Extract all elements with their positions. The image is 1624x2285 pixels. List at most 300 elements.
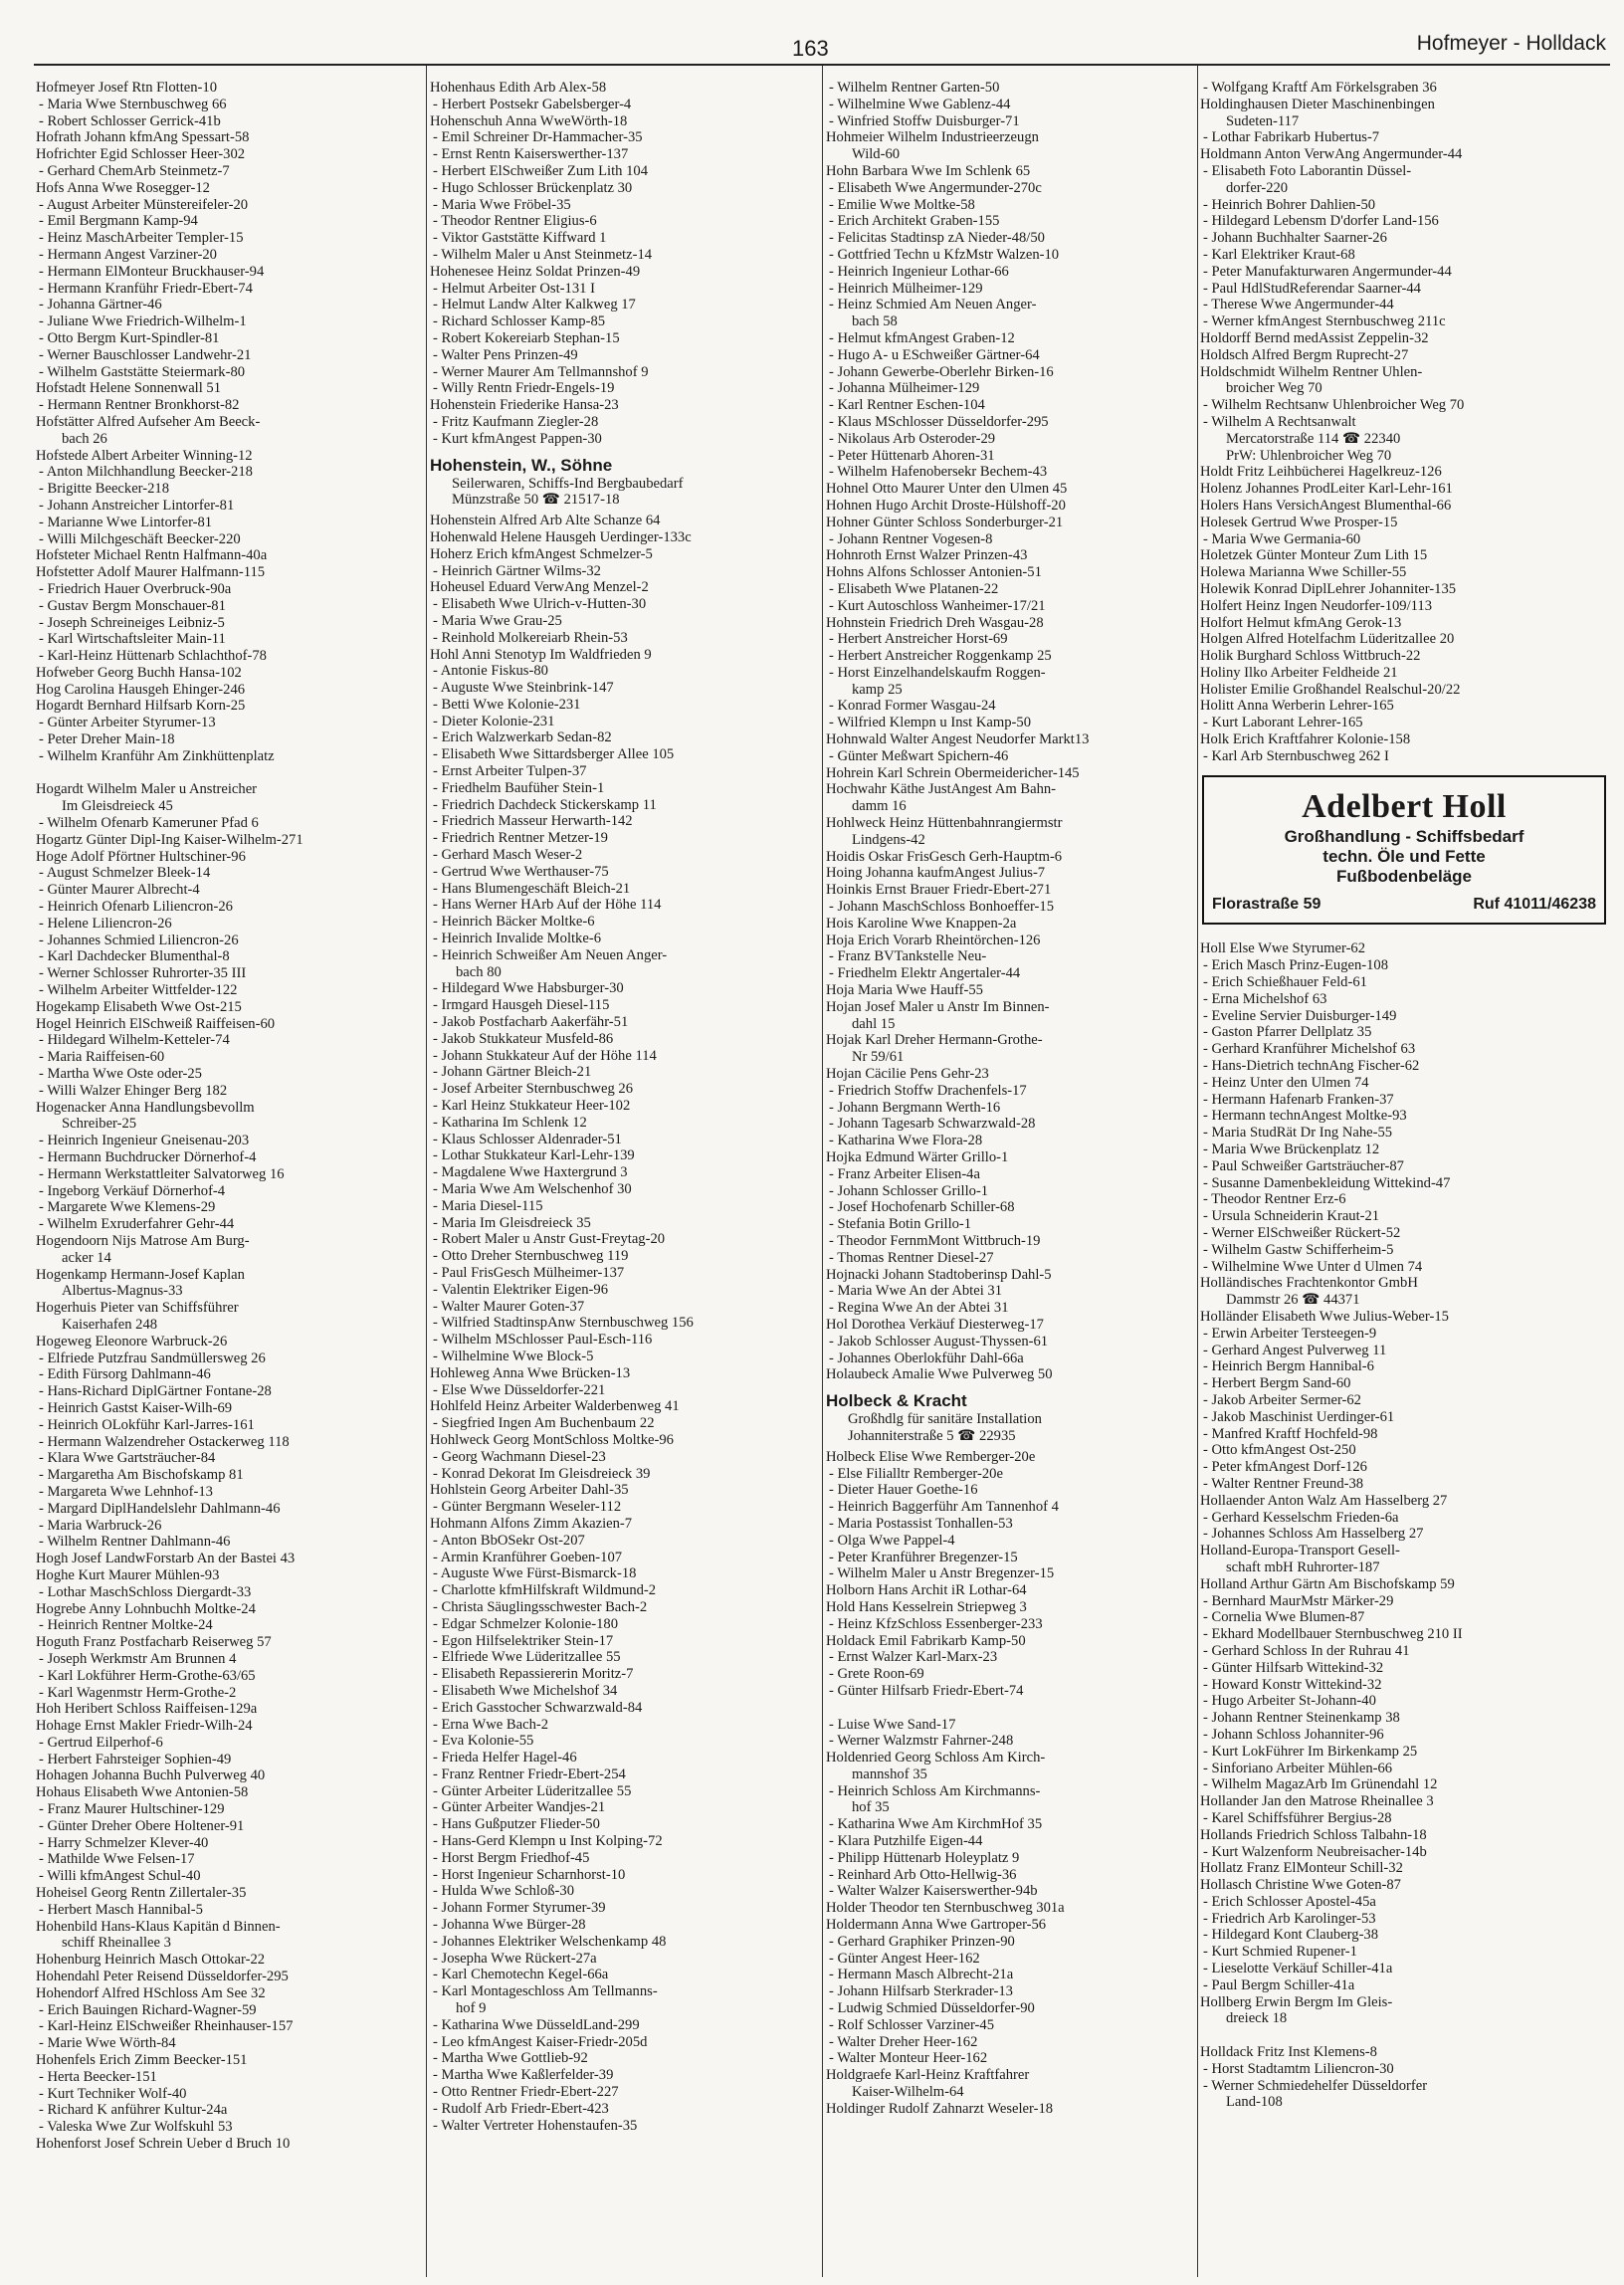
directory-sub-entry: - Hermann Rentner Bronkhorst-82 bbox=[39, 397, 240, 414]
directory-sub-entry: - Leo kfmAngest Kaiser-Friedr-205d bbox=[433, 2033, 648, 2050]
directory-entry-continuation: Kaiserhafen 248 bbox=[62, 1316, 158, 1333]
directory-sub-entry: - Gaston Pfarrer Dellplatz 35 bbox=[1203, 1024, 1372, 1041]
directory-entry-continuation: dorfer-220 bbox=[1226, 179, 1289, 196]
directory-entry: Holder Theodor ten Sternbuschweg 301a bbox=[826, 1900, 1065, 1917]
directory-entry: Hofstede Albert Arbeiter Winning-12 bbox=[36, 447, 253, 464]
directory-sub-entry: - Johann Buchhalter Saarner-26 bbox=[1203, 230, 1387, 247]
directory-sub-entry: - Walter Monteur Heer-162 bbox=[829, 2050, 988, 2067]
directory-sub-entry: - Maria Wwe Am Welschenhof 30 bbox=[433, 1181, 632, 1197]
directory-sub-entry: - Herbert Anstreicher Horst-69 bbox=[829, 631, 1008, 648]
directory-sub-entry: - Willy Rentn Friedr-Engels-19 bbox=[433, 380, 615, 397]
directory-sub-entry: - Emil Schreiner Dr-Hammacher-35 bbox=[433, 129, 643, 146]
directory-entry: Hollands Friedrich Schloss Talbahn-18 bbox=[1200, 1826, 1427, 1843]
directory-sub-entry: - Magdalene Wwe Haxtergrund 3 bbox=[433, 1164, 628, 1181]
directory-entry: Hohleweg Anna Wwe Brücken-13 bbox=[430, 1364, 631, 1381]
directory-sub-entry: - Susanne Damenbekleidung Wittekind-47 bbox=[1203, 1174, 1451, 1191]
directory-sub-entry: - Gerhard Schloss In der Ruhrau 41 bbox=[1203, 1642, 1410, 1659]
column-divider bbox=[822, 66, 823, 2277]
directory-entry-continuation: bach 26 bbox=[62, 430, 107, 447]
directory-entry: Hohenforst Josef Schrein Ueber d Bruch 10 bbox=[36, 2136, 291, 2153]
directory-sub-entry: - Ernst Walzer Karl-Marx-23 bbox=[829, 1649, 998, 1666]
directory-sub-entry: - Kurt kfmAngest Pappen-30 bbox=[433, 430, 602, 447]
directory-sub-entry: - Maria Warbruck-26 bbox=[39, 1517, 162, 1534]
ad-footer bbox=[1212, 897, 1596, 914]
directory-entry: Hohenwald Helene Hausgeh Uerdinger-133c bbox=[430, 528, 692, 545]
directory-sub-entry: - Heinrich Bohrer Dahlien-50 bbox=[1203, 196, 1376, 213]
directory-sub-entry: - Peter kfmAngest Dorf-126 bbox=[1203, 1459, 1367, 1476]
directory-sub-entry: - Emilie Wwe Moltke-58 bbox=[829, 196, 975, 213]
directory-entry: Hogardt Wilhelm Maler u Anstreicher bbox=[36, 781, 258, 798]
directory-sub-entry: - Peter Kranführer Bregenzer-15 bbox=[829, 1549, 1018, 1565]
directory-sub-entry: - Jakob Postfacharb Aakerfähr-51 bbox=[433, 1014, 629, 1031]
column-divider bbox=[1197, 66, 1198, 2277]
directory-sub-entry: - Valeska Wwe Zur Wolfskuhl 53 bbox=[39, 2119, 233, 2136]
directory-entry: Hogel Heinrich ElSchweiß Raiffeisen-60 bbox=[36, 1015, 276, 1032]
directory-sub-entry: - Wilhelm Maler u Anstr Bregenzer-15 bbox=[829, 1565, 1055, 1582]
directory-sub-entry: - Maria Wwe Fröbel-35 bbox=[433, 196, 571, 213]
directory-entry-continuation: Mercatorstraße 114 ☎ 22340 bbox=[1226, 430, 1401, 447]
directory-sub-entry: - Wilhelm A Rechtsanwalt bbox=[1203, 413, 1356, 430]
directory-entry: Hohmann Alfons Zimm Akazien-7 bbox=[430, 1515, 633, 1532]
directory-entry-continuation: mannshof 35 bbox=[852, 1766, 927, 1782]
directory-sub-entry: - Günter Hilfsarb Friedr-Ebert-74 bbox=[829, 1682, 1024, 1699]
ad-company-name: Adelbert Holl bbox=[1302, 787, 1507, 825]
directory-sub-entry: - Karl Elektriker Kraut-68 bbox=[1203, 246, 1355, 263]
directory-sub-entry: - Felicitas Stadtinsp zA Nieder-48/50 bbox=[829, 230, 1045, 247]
directory-sub-entry: - Hermann Werkstattleiter Salvatorweg 16 bbox=[39, 1165, 285, 1182]
directory-sub-entry: - Maria Wwe Germania-60 bbox=[1203, 530, 1361, 547]
directory-sub-entry: - Manfred Kraftf Hochfeld-98 bbox=[1203, 1425, 1378, 1442]
directory-entry: Hojnacki Johann Stadtoberinsp Dahl-5 bbox=[826, 1266, 1052, 1283]
directory-entry: Hohlfeld Heinz Arbeiter Walderbenweg 41 bbox=[430, 1398, 680, 1415]
directory-entry: Hogartz Günter Dipl-Ing Kaiser-Wilhelm-271 bbox=[36, 831, 304, 848]
directory-sub-entry: - Wilhelmine Wwe Block-5 bbox=[433, 1348, 594, 1364]
directory-sub-entry: - Erich Walzwerkarb Sedan-82 bbox=[433, 729, 612, 746]
directory-entry-continuation: hof 9 bbox=[456, 2000, 487, 2017]
directory-sub-entry: - Christa Säuglingsschwester Bach-2 bbox=[433, 1598, 648, 1615]
directory-sub-entry: - Friedhelm Elektr Angertaler-44 bbox=[829, 965, 1021, 982]
column-divider bbox=[426, 66, 427, 2277]
directory-sub-entry: - Wilhelm Maler u Anst Steinmetz-14 bbox=[433, 246, 653, 263]
directory-sub-entry: - Friedrich Arb Karolinger-53 bbox=[1203, 1910, 1376, 1927]
directory-sub-entry: - Anton Milchhandlung Beecker-218 bbox=[39, 464, 253, 481]
directory-sub-entry: - Katharina Im Schlenk 12 bbox=[433, 1114, 587, 1131]
directory-entry: Hog Carolina Hausgeh Ehinger-246 bbox=[36, 681, 246, 698]
directory-sub-entry: - Helmut Landw Alter Kalkweg 17 bbox=[433, 297, 636, 313]
directory-sub-entry: - Hermann Buchdrucker Dörnerhof-4 bbox=[39, 1149, 257, 1165]
directory-sub-entry: - Klaus Schlosser Aldenrader-51 bbox=[433, 1131, 622, 1147]
directory-sub-entry: - Erna Wwe Bach-2 bbox=[433, 1716, 549, 1733]
directory-sub-entry: - Ekhard Modellbauer Sternbuschweg 210 II bbox=[1203, 1626, 1463, 1643]
directory-sub-entry: - Auguste Wwe Steinbrink-147 bbox=[433, 680, 614, 697]
directory-entry: Hoguth Franz Postfacharb Reiserweg 57 bbox=[36, 1634, 272, 1651]
directory-entry: Hohenstein Friederike Hansa-23 bbox=[430, 397, 619, 414]
directory-entry: Hohenstein Alfred Arb Alte Schanze 64 bbox=[430, 513, 661, 529]
directory-sub-entry: - Horst Ingenieur Scharnhorst-10 bbox=[433, 1866, 626, 1883]
directory-entry: Hohenschuh Anna WweWörth-18 bbox=[430, 112, 628, 129]
directory-entry: Hoheusel Eduard VerwAng Menzel-2 bbox=[430, 579, 649, 596]
directory-entry: Hohnstein Friedrich Dreh Wasgau-28 bbox=[826, 614, 1044, 631]
directory-sub-entry: - Gerhard Kesselschm Frieden-6a bbox=[1203, 1509, 1399, 1526]
directory-sub-entry: - Hildegard Lebensm D'dorfer Land-156 bbox=[1203, 213, 1439, 230]
directory-sub-entry: - Peter Hüttenarb Ahoren-31 bbox=[829, 447, 995, 464]
page-range-heading: Hofmeyer - Holldack bbox=[1416, 32, 1606, 55]
directory-sub-entry: - Konrad Former Wasgau-24 bbox=[829, 698, 996, 715]
directory-sub-entry: - Maria Im Gleisdreieck 35 bbox=[433, 1214, 591, 1231]
directory-sub-entry: - Therese Wwe Angermunder-44 bbox=[1203, 297, 1394, 313]
directory-entry: Hojan Josef Maler u Anstr Im Binnen- bbox=[826, 998, 1050, 1015]
directory-entry: Hojan Cäcilie Pens Gehr-23 bbox=[826, 1066, 989, 1083]
firm-detail-line: Johanniterstraße 5 ☎ 22935 bbox=[848, 1427, 1016, 1444]
directory-entry: Hohage Ernst Makler Friedr-Wilh-24 bbox=[36, 1718, 253, 1735]
directory-sub-entry: - Helmut Arbeiter Ost-131 I bbox=[433, 280, 595, 297]
directory-entry: Hohnen Hugo Archit Droste-Hülshoff-20 bbox=[826, 497, 1066, 514]
directory-entry-continuation: Lindgens-42 bbox=[852, 831, 925, 848]
directory-sub-entry: - Winfried Stoffw Duisburger-71 bbox=[829, 112, 1020, 129]
directory-sub-entry: - Heinrich Gärtner Wilms-32 bbox=[433, 562, 601, 579]
directory-entry: Hohnroth Ernst Walzer Prinzen-43 bbox=[826, 547, 1028, 564]
directory-sub-entry: - Heinrich Mülheimer-129 bbox=[829, 280, 983, 297]
directory-entry-continuation: hof 35 bbox=[852, 1799, 890, 1816]
directory-sub-entry: - Karl Heinz Stukkateur Heer-102 bbox=[433, 1098, 631, 1115]
directory-sub-entry: - Werner Walzmstr Fahrner-248 bbox=[829, 1733, 1014, 1750]
directory-sub-entry: - Hermann Kranführ Friedr-Ebert-74 bbox=[39, 280, 253, 297]
directory-entry: Hoja Maria Wwe Hauff-55 bbox=[826, 982, 983, 999]
directory-sub-entry: - Else Wwe Düsseldorfer-221 bbox=[433, 1381, 606, 1398]
directory-sub-entry: - Johann Rentner Vogesen-8 bbox=[829, 530, 993, 547]
directory-sub-entry: - Hans-Gerd Klempn u Inst Kolping-72 bbox=[433, 1833, 663, 1850]
directory-sub-entry: - Betti Wwe Kolonie-231 bbox=[433, 696, 581, 713]
directory-entry: Holborn Hans Archit iR Lothar-64 bbox=[826, 1582, 1027, 1599]
directory-sub-entry: - Erich Schießhauer Feld-61 bbox=[1203, 974, 1367, 991]
directory-sub-entry: - Günter Arbeiter Styrumer-13 bbox=[39, 715, 216, 731]
directory-entry: Holdack Emil Fabrikarb Kamp-50 bbox=[826, 1632, 1026, 1649]
directory-sub-entry: - Lieselotte Verkäuf Schiller-41a bbox=[1203, 1961, 1393, 1977]
directory-sub-entry: - Karel Schiffsführer Bergius-28 bbox=[1203, 1809, 1392, 1826]
directory-sub-entry: - Horst Einzelhandelskaufm Roggen- bbox=[829, 664, 1046, 681]
directory-entry: Hofstätter Alfred Aufseher Am Beeck- bbox=[36, 413, 261, 430]
directory-sub-entry: - Heinrich Baggerführ Am Tannenhof 4 bbox=[829, 1499, 1059, 1516]
directory-sub-entry: - Armin Kranführer Goeben-107 bbox=[433, 1549, 623, 1565]
directory-sub-entry: - Wilhelm Gastw Schifferheim-5 bbox=[1203, 1241, 1394, 1258]
directory-sub-entry: - Hermann technAngest Moltke-93 bbox=[1203, 1108, 1407, 1125]
directory-sub-entry: - Karl-Heinz Hüttenarb Schlachthof-78 bbox=[39, 648, 267, 665]
directory-sub-entry: - Joseph Schreineiges Leibniz-5 bbox=[39, 614, 225, 631]
directory-entry: Holländer Elisabeth Wwe Julius-Weber-15 bbox=[1200, 1309, 1449, 1325]
directory-entry: Hollatz Franz ElMonteur Schill-32 bbox=[1200, 1860, 1403, 1877]
directory-sub-entry: - Cornelia Wwe Blumen-87 bbox=[1203, 1609, 1365, 1626]
directory-entry-continuation: dreieck 18 bbox=[1226, 2010, 1288, 2027]
directory-sub-entry: - Herbert Postsekr Gabelsberger-4 bbox=[433, 96, 632, 112]
directory-sub-entry: - Reinhold Molkereiarb Rhein-53 bbox=[433, 629, 628, 646]
directory-entry: Hofsteter Michael Rentn Halfmann-40a bbox=[36, 547, 268, 564]
directory-entry: Hollasch Christine Wwe Goten-87 bbox=[1200, 1877, 1401, 1894]
directory-sub-entry: - Ludwig Schmied Düsseldorfer-90 bbox=[829, 2000, 1035, 2017]
directory-sub-entry: - Dieter Kolonie-231 bbox=[433, 713, 555, 729]
directory-sub-entry: - Heinrich Schloss Am Kirchmanns- bbox=[829, 1782, 1041, 1799]
directory-sub-entry: - Heinrich OLokführ Karl-Jarres-161 bbox=[39, 1416, 255, 1433]
directory-sub-entry: - Erich Bauingen Richard-Wagner-59 bbox=[39, 2001, 257, 2018]
directory-entry: Hofs Anna Wwe Rosegger-12 bbox=[36, 179, 210, 196]
directory-sub-entry: - Elisabeth Foto Laborantin Düssel- bbox=[1203, 162, 1412, 179]
directory-entry: Holers Hans VersichAngest Blumenthal-66 bbox=[1200, 497, 1452, 514]
directory-sub-entry: - Kurt Schmied Rupener-1 bbox=[1203, 1944, 1357, 1961]
directory-entry: Hohnwald Walter Angest Neudorfer Markt13 bbox=[826, 731, 1090, 748]
directory-sub-entry: - Johanna Mülheimer-129 bbox=[829, 380, 980, 397]
directory-sub-entry: - Johann Tagesarb Schwarzwald-28 bbox=[829, 1116, 1036, 1133]
directory-sub-entry: - Wilhelm Gaststätte Steiermark-80 bbox=[39, 363, 246, 380]
directory-sub-entry: - Franz Arbeiter Elisen-4a bbox=[829, 1165, 980, 1182]
directory-sub-entry: - Erich Schlosser Apostel-45a bbox=[1203, 1893, 1376, 1910]
directory-sub-entry: - Jakob Stukkateur Musfeld-86 bbox=[433, 1030, 614, 1047]
directory-sub-entry: - Gottfried Techn u KfzMstr Walzen-10 bbox=[829, 246, 1060, 263]
directory-entry: Hogrebe Anny Lohnbuchh Moltke-24 bbox=[36, 1600, 256, 1617]
directory-column-2 bbox=[430, 80, 820, 2275]
directory-entry-continuation: Wild-60 bbox=[852, 146, 901, 163]
directory-entry: Holenz Johannes ProdLeiter Karl-Lehr-161 bbox=[1200, 481, 1453, 498]
directory-entry: Holiny Ilko Arbeiter Feldheide 21 bbox=[1200, 664, 1398, 681]
directory-sub-entry: - Wilhelm Rentner Garten-50 bbox=[829, 80, 1000, 96]
directory-sub-entry: - Herbert Bergm Sand-60 bbox=[1203, 1375, 1351, 1392]
directory-entry-continuation: bach 58 bbox=[852, 313, 898, 330]
directory-sub-entry: - Kurt Walzenform Neubreisacher-14b bbox=[1203, 1843, 1427, 1860]
directory-sub-entry: - Walter Vertreter Hohenstaufen-35 bbox=[433, 2117, 638, 2134]
directory-sub-entry: - Josef Arbeiter Sternbuschweg 26 bbox=[433, 1081, 634, 1098]
directory-entry: Holdschmidt Wilhelm Rentner Uhlen- bbox=[1200, 363, 1423, 380]
directory-sub-entry: - Johann Gewerbe-Oberlehr Birken-16 bbox=[829, 363, 1054, 380]
directory-sub-entry: - Gerhard Graphiker Prinzen-90 bbox=[829, 1933, 1015, 1950]
directory-sub-entry: - Heinrich Schweißer Am Neuen Anger- bbox=[433, 946, 668, 963]
directory-entry: Hohrein Karl Schrein Obermeidericher-145 bbox=[826, 764, 1080, 781]
directory-entry: Hois Karoline Wwe Knappen-2a bbox=[826, 915, 1017, 932]
directory-entry: Hoidis Oskar FrisGesch Gerh-Hauptm-6 bbox=[826, 848, 1063, 865]
directory-sub-entry: - Wilhelm Ofenarb Kameruner Pfad 6 bbox=[39, 815, 259, 832]
directory-sub-entry: - Gustav Bergm Monschauer-81 bbox=[39, 597, 226, 614]
directory-sub-entry: - Franz BVTankstelle Neu- bbox=[829, 948, 987, 965]
firm-detail-line: Münzstraße 50 ☎ 21517-18 bbox=[452, 492, 620, 509]
directory-sub-entry: - Günter Arbeiter Lüderitzallee 55 bbox=[433, 1782, 632, 1799]
directory-entry: Holbeck Elise Wwe Remberger-20e bbox=[826, 1448, 1036, 1465]
directory-entry: Hogeweg Eleonore Warbruck-26 bbox=[36, 1333, 228, 1350]
directory-sub-entry: - Kurt Laborant Lehrer-165 bbox=[1203, 715, 1363, 731]
directory-sub-entry: - Johannes Schmied Liliencron-26 bbox=[39, 932, 239, 948]
directory-sub-entry: - Elisabeth Wwe Platanen-22 bbox=[829, 580, 999, 597]
directory-sub-entry: - Otto Dreher Sternbuschweg 119 bbox=[433, 1248, 629, 1265]
directory-sub-entry: - Heinrich Ofenarb Liliencron-26 bbox=[39, 899, 233, 916]
directory-sub-entry: - Lothar Fabrikarb Hubertus-7 bbox=[1203, 129, 1380, 146]
directory-column-4 bbox=[1200, 80, 1608, 2275]
directory-sub-entry: - Elisabeth Wwe Michelshof 34 bbox=[433, 1682, 618, 1699]
directory-sub-entry: - Hermann Walzendreher Ostackerweg 118 bbox=[39, 1433, 290, 1450]
directory-sub-entry: - Wilhelm Kranführ Am Zinkhüttenplatz bbox=[39, 747, 275, 764]
directory-sub-entry: - Wilhelmine Wwe Gablenz-44 bbox=[829, 96, 1011, 112]
directory-entry: Hogekamp Elisabeth Wwe Ost-215 bbox=[36, 998, 242, 1015]
directory-entry: Holfert Heinz Ingen Neudorfer-109/113 bbox=[1200, 597, 1432, 614]
directory-entry: Hoh Heribert Schloss Raiffeisen-129a bbox=[36, 1701, 258, 1718]
directory-entry: Hojak Karl Dreher Hermann-Grothe- bbox=[826, 1032, 1043, 1049]
directory-entry: Holaubeck Amalie Wwe Pulverweg 50 bbox=[826, 1366, 1053, 1383]
directory-sub-entry: - Hildegard Kont Clauberg-38 bbox=[1203, 1927, 1379, 1944]
directory-sub-entry: - Brigitte Beecker-218 bbox=[39, 481, 170, 498]
directory-entry-continuation: acker 14 bbox=[62, 1249, 111, 1266]
directory-sub-entry: - Rolf Schlosser Varziner-45 bbox=[829, 2016, 995, 2033]
directory-sub-entry: - Kurt Autoschloss Wanheimer-17/21 bbox=[829, 597, 1046, 614]
directory-sub-entry: - Karl Chemotechn Kegel-66a bbox=[433, 1967, 609, 1983]
directory-entry: Holdt Fritz Leihbücherei Hagelkreuz-126 bbox=[1200, 464, 1442, 481]
directory-entry: Hohlweck Georg MontSchloss Moltke-96 bbox=[430, 1431, 674, 1448]
directory-sub-entry: - Wilhelm Arbeiter Wittfelder-122 bbox=[39, 982, 238, 999]
directory-sub-entry: - Hermann Masch Albrecht-21a bbox=[829, 1967, 1014, 1983]
directory-sub-entry: - Gertrud Eilperhof-6 bbox=[39, 1734, 163, 1751]
directory-entry: Hogerhuis Pieter van Schiffsführer bbox=[36, 1300, 239, 1317]
firm-listing bbox=[826, 1391, 1196, 1445]
directory-sub-entry: - Elisabeth Wwe Angermunder-270c bbox=[829, 179, 1042, 196]
directory-entry-continuation: Sudeten-117 bbox=[1226, 112, 1300, 129]
directory-sub-entry: - Klara Putzhilfe Eigen-44 bbox=[829, 1833, 983, 1850]
directory-sub-entry: - Wilhelm MagazArb Im Grünendahl 12 bbox=[1203, 1776, 1438, 1793]
directory-entry-continuation: Dammstr 26 ☎ 44371 bbox=[1226, 1292, 1360, 1309]
directory-entry: Holdmann Anton VerwAng Angermunder-44 bbox=[1200, 146, 1463, 163]
directory-entry-continuation: Albertus-Magnus-33 bbox=[62, 1283, 183, 1300]
directory-sub-entry: - Johann Stukkateur Auf der Höhe 114 bbox=[433, 1047, 657, 1064]
directory-entry: Holdorff Bernd medAssist Zeppelin-32 bbox=[1200, 329, 1429, 346]
directory-sub-entry: - Werner kfmAngest Sternbuschweg 211c bbox=[1203, 313, 1446, 330]
directory-sub-entry: - Kurt LokFührer Im Birkenkamp 25 bbox=[1203, 1743, 1418, 1760]
directory-sub-entry: - Johann MaschSchloss Bonhoeffer-15 bbox=[829, 899, 1055, 916]
directory-sub-entry: - Walter Rentner Freund-38 bbox=[1203, 1475, 1364, 1492]
directory-sub-entry: - Heinrich Invalide Moltke-6 bbox=[433, 931, 601, 947]
directory-sub-entry: - Peter Manufakturwaren Angermunder-44 bbox=[1203, 263, 1452, 280]
directory-entry: Holister Emilie Großhandel Realschul-20/22 bbox=[1200, 681, 1461, 698]
directory-entry-continuation: Schreiber-25 bbox=[62, 1116, 137, 1133]
directory-entry: Hohenhaus Edith Arb Alex-58 bbox=[430, 80, 607, 96]
directory-entry: Holgen Alfred Hotelfachm Lüderitzallee 20 bbox=[1200, 631, 1455, 648]
directory-sub-entry: - Katharina Wwe DüsseldLand-299 bbox=[433, 2016, 640, 2033]
directory-sub-entry: - Elfriede Putzfrau Sandmüllersweg 26 bbox=[39, 1350, 266, 1366]
directory-entry: Hoghe Kurt Maurer Mühlen-93 bbox=[36, 1566, 220, 1583]
directory-sub-entry: - Willi kfmAngest Schul-40 bbox=[39, 1868, 201, 1885]
directory-sub-entry: - Joseph Werkmstr Am Brunnen 4 bbox=[39, 1650, 237, 1667]
directory-entry: Hoge Adolf Pförtner Hultschiner-96 bbox=[36, 848, 246, 865]
directory-entry: Hogardt Bernhard Hilfsarb Korn-25 bbox=[36, 698, 246, 715]
directory-sub-entry: - Karl-Heinz ElSchweißer Rheinhauser-157 bbox=[39, 2018, 294, 2035]
directory-sub-entry: - Jakob Schlosser August-Thyssen-61 bbox=[829, 1333, 1049, 1350]
directory-sub-entry: - Heinrich Rentner Moltke-24 bbox=[39, 1617, 213, 1634]
directory-sub-entry: - Margaretha Am Bischofskamp 81 bbox=[39, 1467, 244, 1484]
directory-sub-entry: - Johann Schlosser Grillo-1 bbox=[829, 1182, 989, 1199]
directory-sub-entry: - Siegfried Ingen Am Buchenbaum 22 bbox=[433, 1415, 655, 1432]
directory-entry: Hohenbild Hans-Klaus Kapitän d Binnen- bbox=[36, 1918, 281, 1935]
directory-sub-entry: - Heinrich Ingenieur Gneisenau-203 bbox=[39, 1133, 250, 1149]
directory-sub-entry: - Harry Schmelzer Klever-40 bbox=[39, 1834, 209, 1851]
directory-sub-entry: - August Arbeiter Münstereifeler-20 bbox=[39, 196, 249, 213]
directory-sub-entry: - Dieter Hauer Goethe-16 bbox=[829, 1482, 978, 1499]
directory-sub-entry: - Wilhelmine Wwe Unter d Ulmen 74 bbox=[1203, 1258, 1423, 1275]
directory-sub-entry: - Günter Dreher Obere Holtener-91 bbox=[39, 1817, 245, 1834]
directory-entry: Holländisches Frachtenkontor GmbH bbox=[1200, 1275, 1418, 1292]
directory-entry: Hollberg Erwin Bergm Im Gleis- bbox=[1200, 1993, 1393, 2010]
directory-sub-entry: - Regina Wwe An der Abtei 31 bbox=[829, 1300, 1009, 1317]
directory-sub-entry: - Jakob Arbeiter Sermer-62 bbox=[1203, 1391, 1361, 1408]
directory-sub-entry: - Hans Werner HArb Auf der Höhe 114 bbox=[433, 897, 662, 914]
directory-entry: Holl Else Wwe Styrumer-62 bbox=[1200, 940, 1366, 957]
directory-sub-entry: - Hans Blumengeschäft Bleich-21 bbox=[433, 880, 631, 897]
directory-sub-entry: - Mathilde Wwe Felsen-17 bbox=[39, 1851, 195, 1868]
directory-sub-entry: - Walter Dreher Heer-162 bbox=[829, 2033, 978, 2050]
directory-entry: Hogh Josef LandwForstarb An der Bastei 43 bbox=[36, 1551, 296, 1567]
directory-sub-entry: - Hugo Arbeiter St-Johann-40 bbox=[1203, 1693, 1376, 1710]
directory-sub-entry: - Richard K anführer Kultur-24a bbox=[39, 2102, 228, 2119]
directory-entry: Holesek Gertrud Wwe Prosper-15 bbox=[1200, 514, 1398, 530]
directory-sub-entry: - Horst Stadtamtm Liliencron-30 bbox=[1203, 2060, 1394, 2077]
directory-sub-entry: - Anton BbOSekr Ost-207 bbox=[433, 1532, 585, 1549]
ad-address: Florastraße 59 bbox=[1212, 895, 1321, 913]
directory-sub-entry: - Else Filialltr Remberger-20e bbox=[829, 1465, 1003, 1482]
directory-sub-entry: - Nikolaus Arb Osteroder-29 bbox=[829, 430, 996, 447]
directory-sub-entry: - Hugo Schlosser Brückenplatz 30 bbox=[433, 179, 633, 196]
directory-sub-entry: - Karl Wirtschaftsleiter Main-11 bbox=[39, 631, 226, 648]
advertisement-box bbox=[1202, 775, 1606, 926]
directory-sub-entry: - Wilhelm Hafenobersekr Bechem-43 bbox=[829, 464, 1048, 481]
directory-sub-entry: - Klaus MSchlosser Düsseldorfer-295 bbox=[829, 413, 1049, 430]
directory-sub-entry: - Robert Schlosser Gerrick-41b bbox=[39, 112, 221, 129]
directory-entry-continuation: broicher Weg 70 bbox=[1226, 380, 1322, 397]
directory-sub-entry: - Sinforiano Arbeiter Mühlen-66 bbox=[1203, 1760, 1393, 1776]
directory-entry: Hogenkamp Hermann-Josef Kaplan bbox=[36, 1266, 245, 1283]
directory-sub-entry: - Egon Hilfselektriker Stein-17 bbox=[433, 1632, 614, 1649]
ad-line: Fußbodenbeläge bbox=[1336, 866, 1472, 886]
directory-sub-entry: - Howard Konstr Wittekind-32 bbox=[1203, 1676, 1382, 1693]
directory-entry: Holik Burghard Schloss Wittbruch-22 bbox=[1200, 648, 1421, 665]
directory-entry-continuation: Im Gleisdreieck 45 bbox=[62, 798, 173, 815]
directory-sub-entry: - Karl Rentner Eschen-104 bbox=[829, 397, 985, 414]
directory-sub-entry: - Hans-Richard DiplGärtner Fontane-28 bbox=[39, 1383, 272, 1400]
directory-sub-entry: - Josepha Wwe Rückert-27a bbox=[433, 1950, 597, 1967]
directory-sub-entry: - Franz Maurer Hultschiner-129 bbox=[39, 1801, 225, 1818]
directory-sub-entry: - Hildegard Wilhelm-Ketteler-74 bbox=[39, 1032, 230, 1049]
directory-sub-entry: - Franz Rentner Friedr-Ebert-254 bbox=[433, 1766, 626, 1782]
directory-sub-entry: - Lothar MaschSchloss Diergardt-33 bbox=[39, 1583, 252, 1600]
directory-sub-entry: - Charlotte kfmHilfskraft Wildmund-2 bbox=[433, 1582, 657, 1599]
directory-sub-entry: - Hugo A- u ESchweißer Gärtner-64 bbox=[829, 346, 1040, 363]
ad-line: Großhandlung - Schiffsbedarf bbox=[1284, 826, 1524, 846]
directory-sub-entry: - Josef Hochofenarb Schiller-68 bbox=[829, 1199, 1015, 1216]
directory-sub-entry: - Heinz MaschArbeiter Templer-15 bbox=[39, 230, 244, 247]
directory-sub-entry: - Juliane Wwe Friedrich-Wilhelm-1 bbox=[39, 313, 247, 330]
directory-sub-entry: - Walter Maurer Goten-37 bbox=[433, 1298, 585, 1315]
directory-sub-entry: - Herbert Fahrsteiger Sophien-49 bbox=[39, 1751, 232, 1767]
directory-entry: Hoinkis Ernst Brauer Friedr-Ebert-271 bbox=[826, 882, 1052, 899]
directory-sub-entry: - Paul HdlStudReferendar Saarner-44 bbox=[1203, 280, 1421, 297]
directory-entry-continuation: damm 16 bbox=[852, 798, 907, 815]
directory-entry-continuation: Nr 59/61 bbox=[852, 1049, 905, 1066]
directory-sub-entry: - Heinz Unter den Ulmen 74 bbox=[1203, 1074, 1369, 1091]
firm-detail-line: Seilerwaren, Schiffs-Ind Bergbaubedarf bbox=[452, 475, 684, 492]
directory-sub-entry: - Elisabeth Repassiererin Moritz-7 bbox=[433, 1666, 634, 1683]
directory-entry: Hohnel Otto Maurer Unter den Ulmen 45 bbox=[826, 481, 1068, 498]
directory-entry: Holk Erich Kraftfahrer Kolonie-158 bbox=[1200, 731, 1411, 748]
directory-entry: Holland Arthur Gärtn Am Bischofskamp 59 bbox=[1200, 1575, 1455, 1592]
page-number: 163 bbox=[792, 36, 829, 61]
directory-entry-continuation: Land-108 bbox=[1226, 2094, 1283, 2111]
directory-sub-entry: - Herbert Masch Hannibal-5 bbox=[39, 1901, 203, 1918]
directory-sub-entry: - Helene Liliencron-26 bbox=[39, 915, 172, 932]
directory-entry: Hollander Jan den Matrose Rheinallee 3 bbox=[1200, 1793, 1434, 1810]
directory-sub-entry: - Thomas Rentner Diesel-27 bbox=[829, 1249, 994, 1266]
directory-entry-continuation: schiff Rheinallee 3 bbox=[62, 1935, 171, 1952]
directory-sub-entry: - Friedrich Rentner Metzer-19 bbox=[433, 830, 608, 847]
directory-entry: Hogendoorn Nijs Matrose Am Burg- bbox=[36, 1232, 250, 1249]
